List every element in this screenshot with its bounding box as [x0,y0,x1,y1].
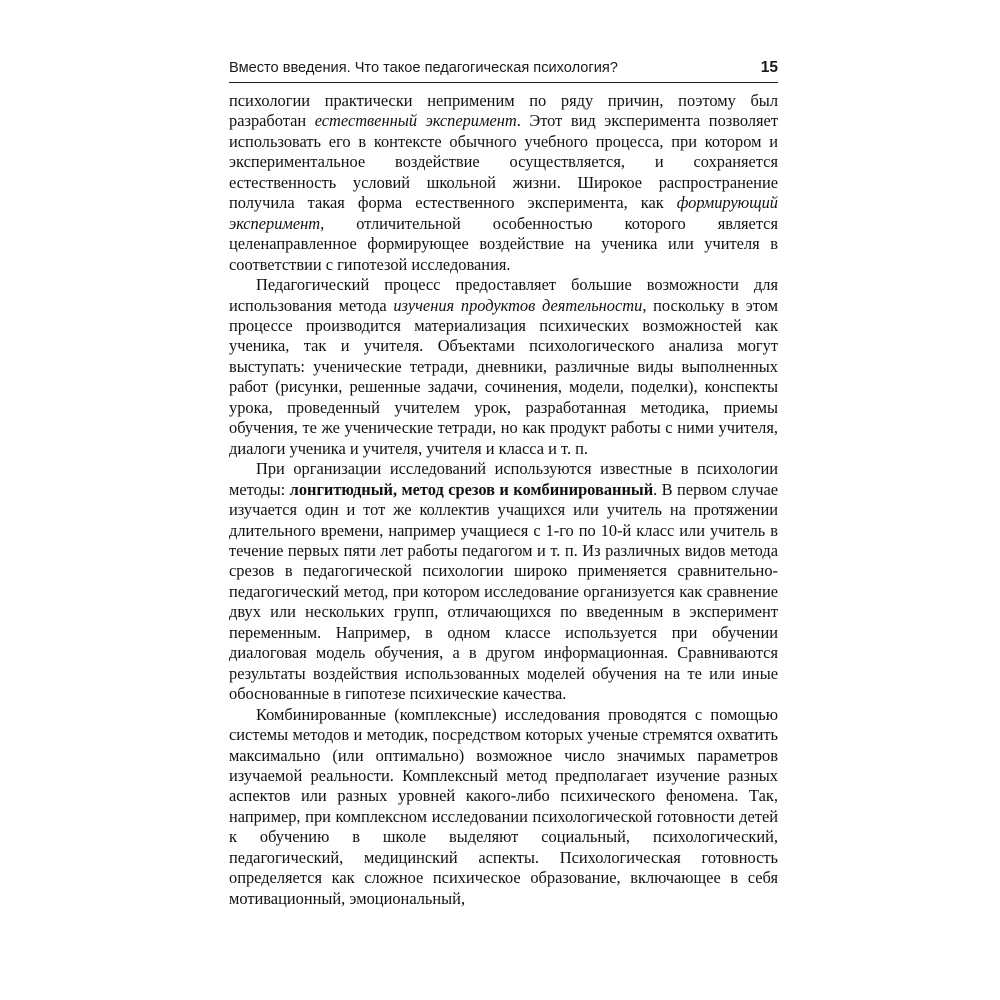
text-segment: Комбинированные (комплексные) исследования проводятся с помощью системы методов и методик, посредством которых ученые стремятся охватить максимально (или оптимально) возможное число значимых параметров изучаемой реальности. Комплексный метод предполагает изучение разных аспектов или разных уровней какого-либо психического феномена. Так, например, при комплексном исследовании психологической готовности детей к обучению в школе выделяют социальный, психологический, педагогический, медицинский аспекты. Психологическая готовность определяется как сложное психическое образование, включающее в себя мотивационный, эмоциональный, [229,704,778,908]
text-segment: . В первом случае изучается один и тот же коллектив учащихся или учитель на протяжении длительного времени, например учащиеся с 1-го по 10-й класс или учитель в течение первых пяти лет работы педагогом и т. п. Из различных видов метода срезов в педагогической психологии широко применяется сравнительно-педагогический метод, при котором исследование организуется как сравнение двух или нескольких групп, отличающихся по введенным в эксперимент переменным. Например, в одном классе используется при обучении диалоговая модель обучения, а в другом информационная. Сравниваются результаты воздействия использованных моделей обучения на те или иные обоснованные в гипотезе психические качества. [229,479,779,704]
text-segment: психологии практически неприменим по ряду причин, поэтому был разработан [229,91,778,131]
text-segment: . Этот вид эксперимента позволяет использовать его в контексте обычного учебного процесса, при котором и экспериментальное воздействие осуществляется, и сохраняется естественность условий школьной жизни. Широкое распространение получила такая форма естественного эксперимента, как [229,111,778,213]
text-segment: Педагогический процесс предоставляет большие возможности для использования метода [229,275,778,315]
running-title: Вместо введения. Что такое педагогическая психология? [229,60,618,76]
paragraph-3 [229,459,778,704]
text-segment: При организации исследований используются известные в психологии методы: [229,459,778,499]
body-text [229,91,778,909]
term-activity-products: изучения продуктов деятельности [393,295,643,315]
term-formative-experiment: формирующий эксперимент [229,193,778,233]
paragraph-2 [229,275,778,459]
paragraph-4 [229,705,778,910]
page-number: 15 [760,59,778,76]
paragraph-1 [229,91,778,275]
text-segment: , поскольку в этом процессе производится материализация психических возможностей как ученика, так и учителя. Объектами психологического анализа могут выступать: ученические тетради, дневники, различные виды выполненных работ (рисунки, решенные задачи, сочинения, модели, поделки), конспекты урока, проведенный учителем урок, разработанная методика, приемы обучения, те же ученические тетради, но как продукт работы с ними учителя, диалоги ученика и учителя, учителя и класса и т. п. [229,295,778,458]
text-segment: , отличительной особенностью которого является целенаправленное формирующее воздействие на ученика или учителя в соответствии с гипотезой исследования. [229,213,778,274]
running-head [229,58,778,83]
term-natural-experiment: естественный эксперимент [314,111,517,131]
book-page [229,58,778,909]
term-research-methods: лонгитюдный, метод срезов и комбинированный [289,479,654,499]
